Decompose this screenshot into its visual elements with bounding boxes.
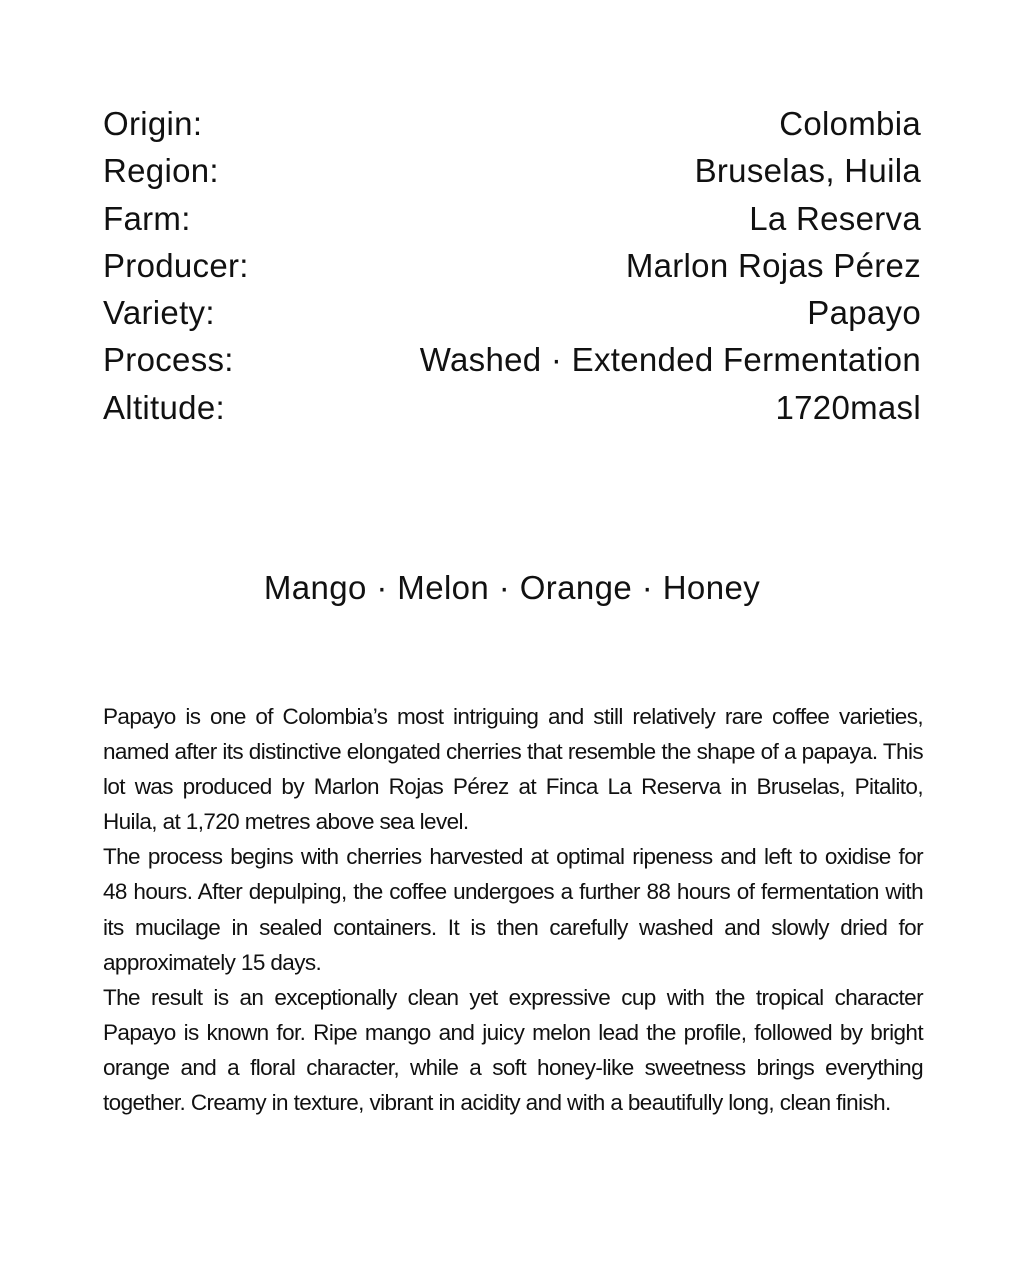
coffee-description [103, 699, 923, 1120]
tasting-notes: Mango · Melon · Orange · Honey [263, 569, 761, 606]
spec-row-origin [103, 100, 921, 147]
spec-label: Altitude: [103, 388, 225, 426]
spec-value: 1720masl [775, 388, 921, 426]
description-paragraph: The process begins with cherries harvested at optimal ripeness and left to oxidise for 48 hours. After depulping, the coffee undergoes a further 88 hours of fermentation with its mucilage in sealed containers. It is then carefully washed and slowly dried for approximately 15 days. [103, 844, 923, 975]
coffee-specs [103, 100, 921, 431]
spec-label: Origin: [103, 105, 203, 142]
spec-label: Region: [103, 152, 219, 190]
description-paragraph: The result is an exceptionally clean yet expressive cup with the tropical character Papayo is known for. Ripe mango and juicy melon lead the profile, followed by bright orange and a floral character, while a soft honey-like sweetness brings everything together. Creamy in texture, vibrant in acidity and with a beautifully long, clean finish. [103, 984, 923, 1116]
spec-row-producer [103, 242, 921, 289]
spec-value: Marlon Rojas Pérez [625, 246, 921, 284]
spec-value: Colombia [779, 105, 921, 142]
spec-row-region [103, 147, 921, 194]
spec-label: Farm: [103, 199, 191, 237]
spec-row-variety [103, 289, 921, 336]
spec-row-process [103, 336, 921, 383]
description-paragraph: Papayo is one of Colombia’s most intriguing and still relatively rare coffee varieties, named after its distinctive elongated cherries that resemble the shape of a papaya. This lot was produced by Marlon Rojas Pérez at Finca La Reserva in Bruselas, Pitalito, Huila, at 1,720 metres above sea level. [103, 704, 923, 835]
spec-value: Bruselas, Huila [694, 152, 921, 190]
spec-row-farm [103, 195, 921, 242]
spec-value: La Reserva [749, 199, 921, 237]
spec-row-altitude [103, 384, 921, 431]
spec-value: Washed · Extended Fermentation [419, 341, 921, 379]
spec-label: Variety: [103, 294, 215, 332]
spec-label: Producer: [103, 246, 249, 284]
spec-value: Papayo [807, 294, 921, 332]
spec-label: Process: [103, 341, 234, 379]
